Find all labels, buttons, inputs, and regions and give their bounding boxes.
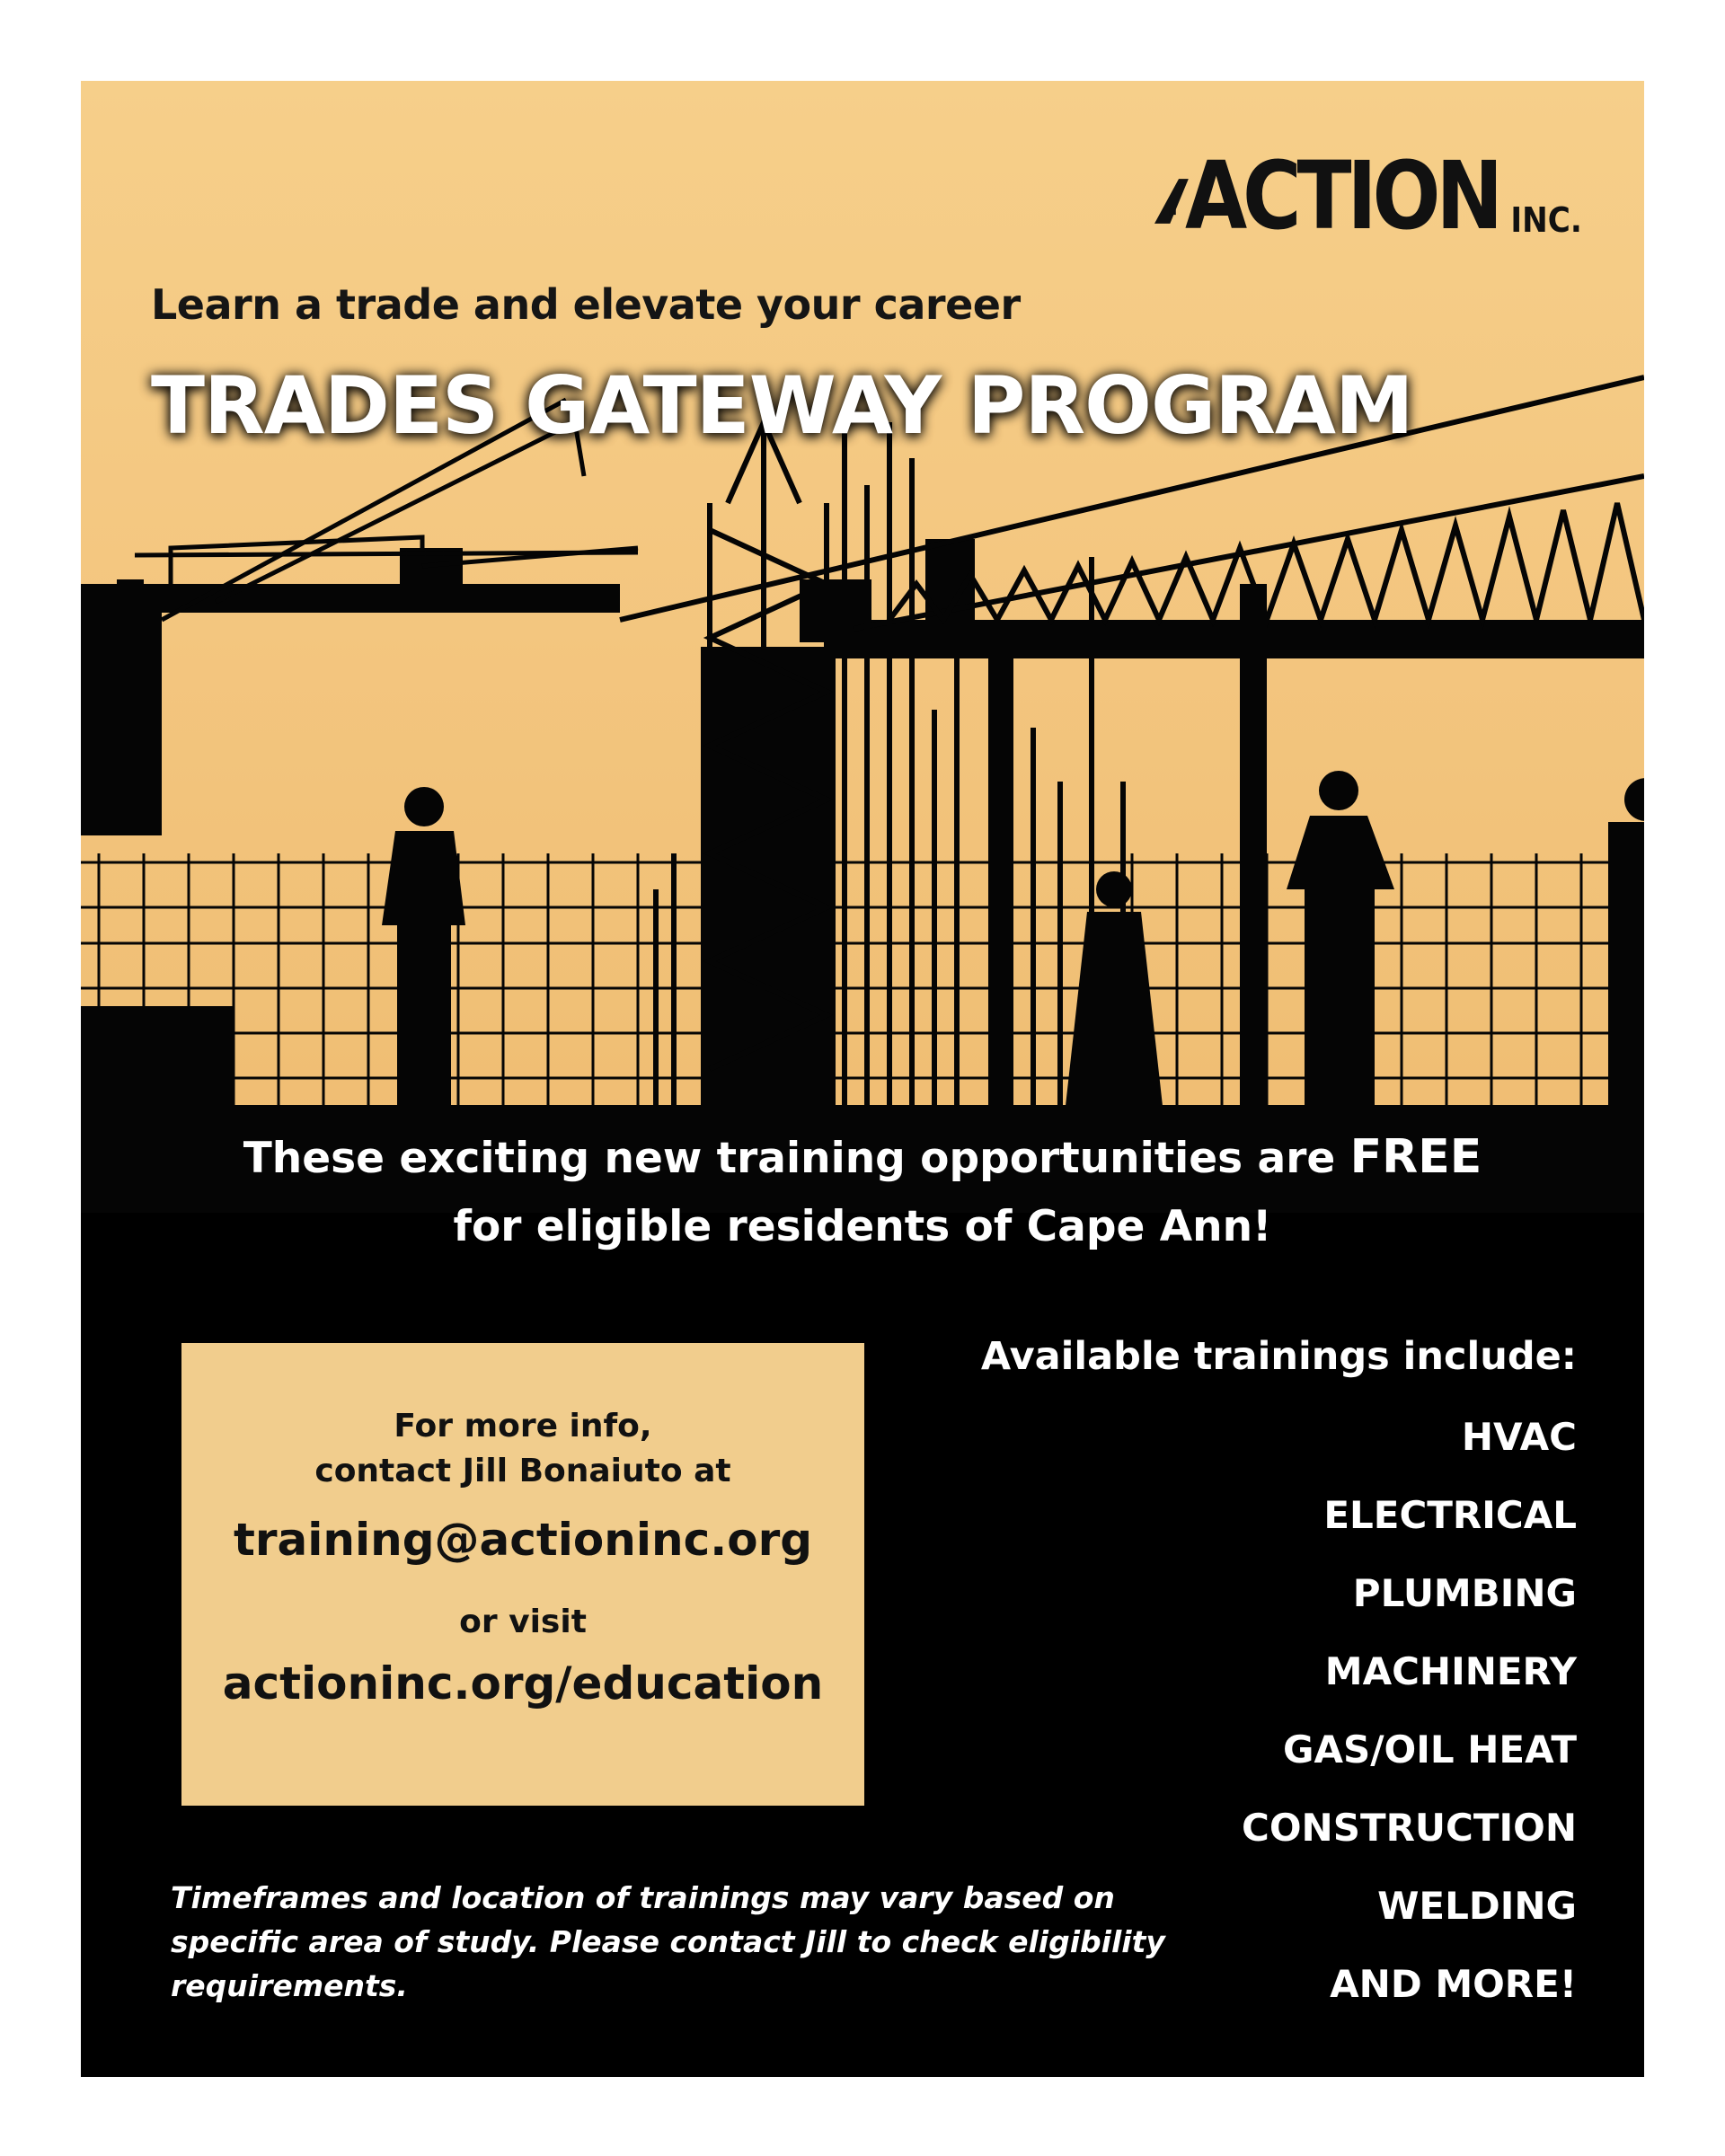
intro-line-1-prefix: These exciting new training opportunities are bbox=[243, 1134, 1336, 1183]
training-item: MACHINERY bbox=[1324, 1649, 1577, 1693]
logo-brand-text: ACTION bbox=[1184, 141, 1499, 251]
disclaimer-text: Timeframes and location of trainings may vary based on specific area of study. Please contact Jill to check eligibility requirements. bbox=[171, 1880, 1165, 2003]
intro-text bbox=[81, 1123, 1644, 1261]
page-title: TRADES GATEWAY PROGRAM bbox=[151, 359, 1413, 452]
logo-a-mark-icon bbox=[1154, 160, 1189, 243]
training-item: AND MORE! bbox=[1330, 1962, 1577, 2006]
contact-url-link[interactable]: actioninc.org/education bbox=[222, 1657, 824, 1710]
free-emphasis: FREE bbox=[1349, 1130, 1482, 1184]
intro-line-2: for eligible residents of Cape Ann! bbox=[453, 1202, 1272, 1251]
training-item: HVAC bbox=[1461, 1415, 1577, 1459]
flyer bbox=[81, 81, 1644, 2077]
logo-suffix-text: INC. bbox=[1510, 200, 1582, 240]
training-item: CONSTRUCTION bbox=[1242, 1806, 1577, 1850]
contact-email-link[interactable]: training@actioninc.org bbox=[233, 1514, 813, 1566]
training-item: WELDING bbox=[1377, 1884, 1577, 1928]
training-item: GAS/OIL HEAT bbox=[1282, 1727, 1577, 1772]
trainings-heading: Available trainings include: bbox=[980, 1334, 1577, 1379]
contact-info-box bbox=[181, 1343, 864, 1806]
contact-line-2: contact Jill Bonaiuto at bbox=[314, 1453, 731, 1489]
intro-line-1 bbox=[81, 1123, 1644, 1193]
kicker-text: Learn a trade and elevate your career bbox=[151, 280, 1021, 329]
contact-or-text: or visit bbox=[459, 1604, 587, 1640]
training-item: PLUMBING bbox=[1352, 1571, 1577, 1615]
construction-silhouette-icon bbox=[81, 81, 1644, 1213]
action-inc-logo bbox=[1154, 141, 1586, 251]
training-item: ELECTRICAL bbox=[1323, 1493, 1577, 1537]
contact-line-1: For more info, bbox=[394, 1408, 652, 1445]
